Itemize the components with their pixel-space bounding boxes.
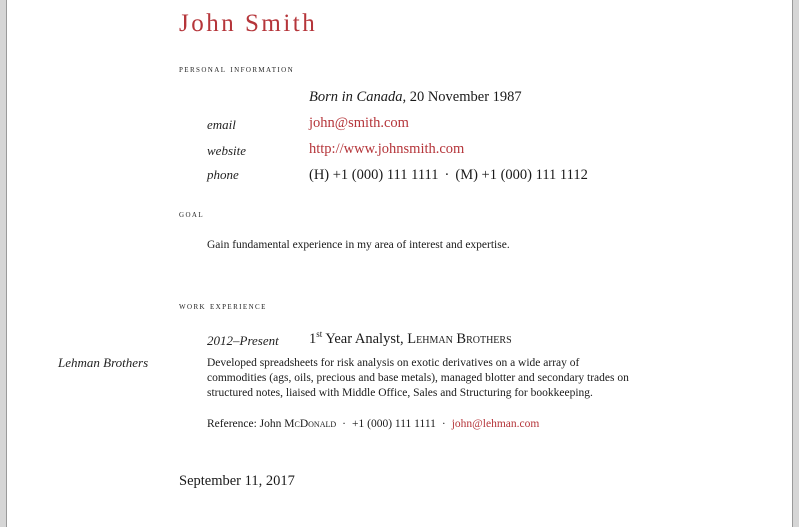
- email-link[interactable]: john@smith.com: [309, 115, 409, 131]
- work-dates: 2012–Present: [207, 333, 279, 348]
- work-reference: [207, 417, 539, 432]
- birth-info: [309, 89, 522, 106]
- reference-phone: +1 (000) 111 1111: [352, 418, 436, 430]
- work-title-role: Year Analyst,: [322, 331, 404, 347]
- resume-name: John Smith: [179, 10, 318, 37]
- section-heading-personal: personal information: [179, 64, 295, 75]
- reference-separator-1: ·: [342, 418, 346, 430]
- work-company: Lehman Brothers: [407, 331, 512, 347]
- phone-numbers: [309, 167, 588, 184]
- birth-place: Born in Canada,: [309, 89, 407, 105]
- reference-surname: McDonald: [284, 418, 337, 430]
- phone-label: phone: [207, 167, 239, 182]
- phone-home: (H) +1 (000) 111 1111: [309, 167, 439, 183]
- phone-separator: ·: [444, 167, 450, 183]
- work-title: [309, 331, 512, 348]
- letter-date: September 11, 2017: [179, 473, 295, 489]
- resume-page: [6, 0, 793, 527]
- birth-date: 20 November 1987: [409, 89, 522, 105]
- section-heading-goal: goal: [179, 209, 205, 220]
- section-heading-work: work experience: [179, 301, 267, 312]
- phone-mobile: (M) +1 (000) 111 1112: [455, 167, 588, 183]
- reference-separator-2: ·: [441, 418, 446, 430]
- reference-email-link[interactable]: john@lehman.com: [451, 418, 540, 430]
- email-label: email: [207, 117, 236, 132]
- reference-prefix: Reference: John: [207, 418, 282, 430]
- website-link[interactable]: http://www.johnsmith.com: [309, 141, 465, 157]
- work-margin-note: Lehman Brothers: [58, 355, 149, 370]
- website-label: website: [207, 143, 246, 158]
- work-description: Developed spreadsheets for risk analysis on exotic derivatives on a wide array of commodities (ags, oils, precious and base metals), managed blotter and secondary trades on structured notes, liaised with Middle Office, Sales and Structuring for bookkeeping.: [207, 357, 629, 399]
- work-title-sup: st: [316, 329, 323, 340]
- work-title-ordinal: 1: [309, 331, 317, 347]
- goal-text: Gain fundamental experience in my area of interest and expertise.: [207, 239, 510, 251]
